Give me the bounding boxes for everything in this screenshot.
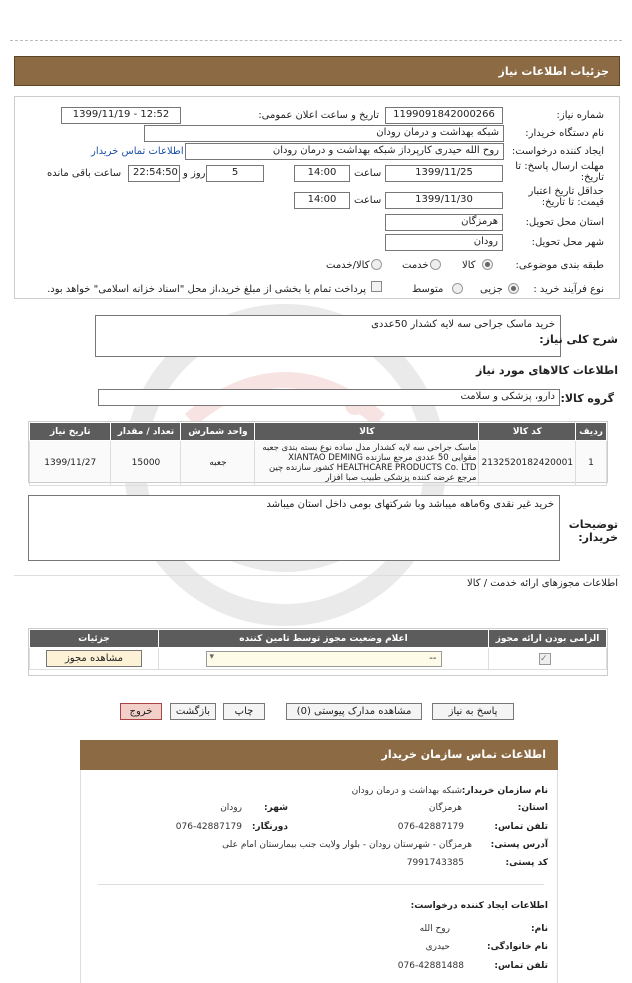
goods-group-label: گروه کالا: [560,392,614,405]
exit-button[interactable]: خروج [120,703,162,720]
province-field: هرمزگان [385,214,503,231]
need-number-label: شماره نیاز: [556,110,604,121]
goods-section-title: اطلاعات کالاهای مورد نیاز [476,364,618,377]
buyer-contact-link[interactable]: اطلاعات تماس خریدار [91,146,184,157]
contact-org-label: نام سازمان خریدار: [461,786,548,796]
row-index: 1 [576,441,607,486]
creator-last-name-value: حیدری [425,942,450,952]
table-row [30,441,607,486]
category-service-radio[interactable] [430,259,441,270]
buyer-notes-label: توضیحات خریدار: [568,518,618,544]
buyer-notes-box [28,495,560,561]
process-medium-label: متوسط [412,284,444,295]
need-description-box [95,315,561,357]
col-permit-required: الزامی بودن ارائه مجوز [489,630,607,648]
buyer-org-label: نام دستگاه خریدار: [525,128,604,139]
validity-label: حداقل تاریخ اعتبار قیمت: تا تاریخ: [528,186,604,208]
row-qty: 15000 [111,441,181,486]
process-minor-radio[interactable] [508,283,519,294]
contact-phone-value: 076-42887179 [397,822,464,832]
contact-postal-value: 7991743385 [406,858,464,868]
creator-phone-value: 076-42881488 [397,961,464,971]
creator-last-name-label: نام خانوادگی: [486,942,548,952]
validity-date-field: 1399/11/30 [385,192,503,209]
category-both-label: کالا/خدمت [326,260,370,271]
row-name: ماسک جراحی سه لایه کشدار مدل ساده نوع بسته بندی جعبه مقوایی 50 عددی مرجع سازنده XIANTAO DEMING HEALTHCARE PRODUCTS Co. LTD کشور سازنده چین مرجع عرضه کننده پزشکی طبیب صبا افزار [255,441,479,486]
announce-field: 1399/11/19 - 12:52 [61,107,181,124]
col-date: تاریخ نیاز [30,423,111,441]
permits-divider [14,575,620,576]
goods-group-field: دارو، پزشکی و سلامت [98,389,560,406]
contact-city-value: رودان [220,803,242,813]
print-button[interactable]: چاپ [223,703,265,720]
row-date: 1399/11/27 [30,441,111,486]
row-unit: جعبه [181,441,255,486]
treasury-checkbox[interactable] [371,281,382,292]
need-number-field: 1199091842000266 [385,107,503,124]
attachments-button[interactable]: مشاهده مدارک پیوستی (0) [286,703,422,720]
process-label: نوع فرآیند خرید : [533,284,604,295]
contact-city-label: شهر: [264,803,288,813]
permit-status-value: -- [429,652,437,664]
category-label: طبقه بندی موضوعی: [515,260,604,271]
reply-button[interactable]: پاسخ به نیاز [432,703,514,720]
col-index: ردیف [576,423,607,441]
permit-required-checkbox[interactable]: ✓ [539,653,551,665]
page-title: جزئیات اطلاعات نیاز [14,56,620,86]
goods-table-wrap [28,421,608,483]
goods-table [29,422,607,486]
contact-postal-label: کد پستی: [505,858,548,868]
permits-table-wrap [28,628,608,676]
deadline-time-label: ساعت [354,168,382,179]
col-permit-details: جزئیات [30,630,159,648]
deadline-date-field: 1399/11/25 [385,165,503,182]
category-goods-radio[interactable] [482,259,493,270]
permits-title: اطلاعات مجوزهای ارائه خدمت / کالا [467,578,618,589]
city-field: رودان [385,234,503,251]
contact-province-value: هرمزگان [428,803,462,813]
contact-province-label: استان: [517,803,548,813]
days-label: روز و [183,168,206,179]
row-code: 2132520182420001 [479,441,576,486]
col-code: کد کالا [479,423,576,441]
days-field: 5 [206,165,264,182]
need-description-text: خرید ماسک جراحی سه لایه کشدار 50عددی [371,319,555,330]
remaining-label: ساعت باقی مانده [47,168,122,179]
back-button[interactable]: بازگشت [170,703,216,720]
contact-divider [98,884,544,885]
chevron-down-icon: ▾ [209,651,215,662]
creator-first-name-value: روح الله [419,924,450,934]
permit-status-select[interactable] [206,651,442,667]
col-qty: تعداد / مقدار [111,423,181,441]
col-permit-status: اعلام وضعیت مجوز توسط تامین کننده [159,630,489,648]
validity-time-field: 14:00 [294,192,350,209]
col-name: کالا [255,423,479,441]
contact-address-label: آدرس پستی: [490,840,548,850]
creator-field: روح الله حیدری کارپرداز شبکه بهداشت و درمان رودان [185,143,504,160]
contact-address-value: هرمزگان - شهرستان رودان - بلوار ولایت جنب بیمارستان امام علی [222,840,472,850]
creator-info-title: اطلاعات ایجاد کننده درخواست: [410,901,548,911]
view-permit-button[interactable]: مشاهده مجوز [46,650,142,667]
process-minor-label: جزیی [480,284,503,295]
payment-note: پرداخت تمام یا بخشی از مبلغ خرید،از محل "اسناد خزانه اسلامی" خواهد بود. [47,284,366,295]
contact-title: اطلاعات تماس سازمان خریدار [80,740,558,770]
category-service-label: خدمت [402,260,429,271]
permits-table [29,629,607,670]
contact-phone-label: تلفن تماس: [494,822,548,832]
city-label: شهر محل تحویل: [531,237,604,248]
top-divider [10,40,622,41]
col-unit: واحد شمارش [181,423,255,441]
category-goods-label: کالا [462,260,476,271]
creator-first-name-label: نام: [531,924,548,934]
creator-phone-label: تلفن تماس: [494,961,548,971]
announce-label: تاریخ و ساعت اعلان عمومی: [258,110,379,121]
contact-fax-value: 076-42887179 [175,822,242,832]
process-medium-radio[interactable] [452,283,463,294]
contact-fax-label: دورنگار: [251,822,288,832]
need-description-label: شرح کلی نیاز: [539,333,618,346]
deadline-time-field: 14:00 [294,165,350,182]
deadline-label: مهلت ارسال پاسخ: تا تاریخ: [515,161,604,183]
buyer-org-field: شبکه بهداشت و درمان رودان [144,125,504,142]
remaining-time-field: 22:54:50 [128,165,180,182]
province-label: استان محل تحویل: [525,217,604,228]
validity-time-label: ساعت [354,195,382,206]
table-row [30,648,607,670]
contact-org-value: شبکه بهداشت و درمان رودان [351,786,462,796]
buyer-notes-text: خرید غیر نقدی و6ماهه میباشد وبا شرکتهای بومی داخل استان میباشد [266,499,554,510]
category-both-radio[interactable] [371,259,382,270]
creator-label: ایجاد کننده درخواست: [511,146,604,157]
